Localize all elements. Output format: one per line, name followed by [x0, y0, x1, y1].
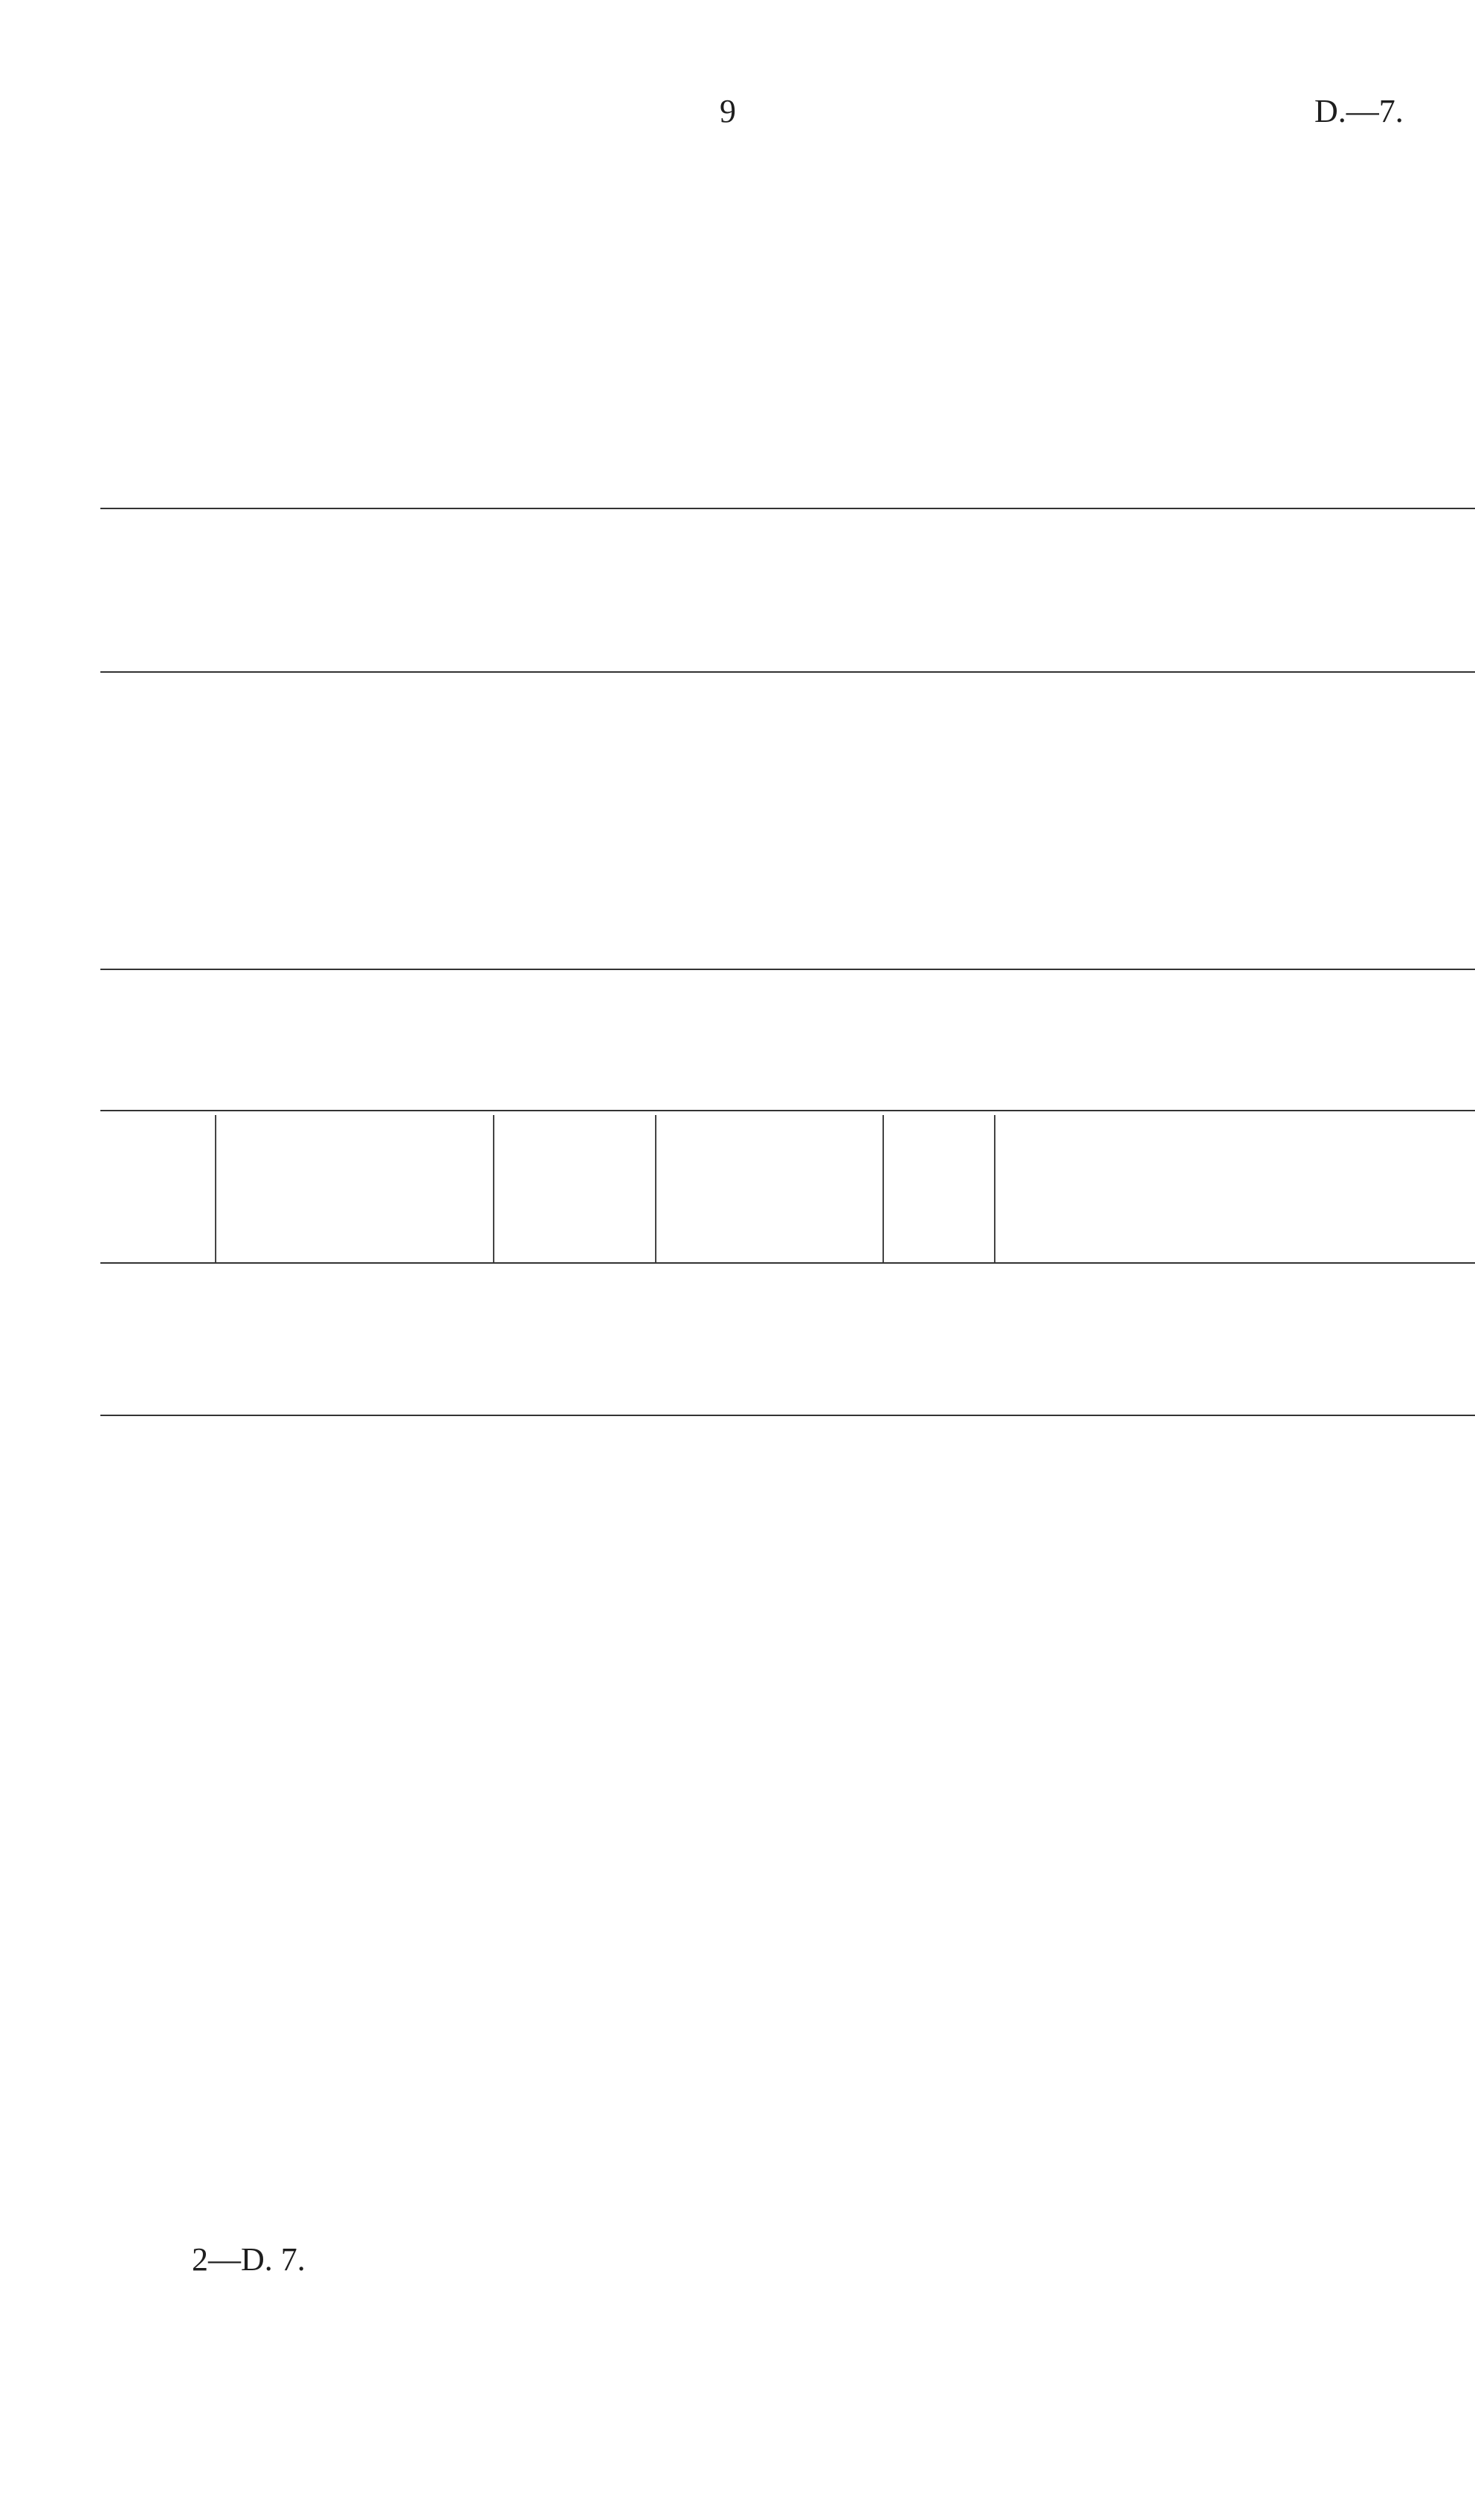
- column-rule: [100, 1415, 1475, 1416]
- footer-code: 2—D. 7.: [192, 2241, 306, 2278]
- column-rule: [100, 508, 1475, 509]
- subtotal-rule: [493, 1115, 494, 1264]
- column-rule: [100, 671, 1475, 673]
- subtotal-rule: [882, 1115, 884, 1264]
- rotated-table: [56, 56, 1379, 2472]
- column-rule: [100, 1110, 1475, 1111]
- document-code: D.—7.: [1314, 93, 1404, 129]
- column-rule: [100, 1262, 1475, 1264]
- column-rule: [100, 969, 1475, 970]
- subtotal-rule: [994, 1115, 995, 1264]
- subtotal-rule: [215, 1115, 216, 1264]
- page-number: 9: [720, 93, 736, 129]
- subtotal-rule: [655, 1115, 656, 1264]
